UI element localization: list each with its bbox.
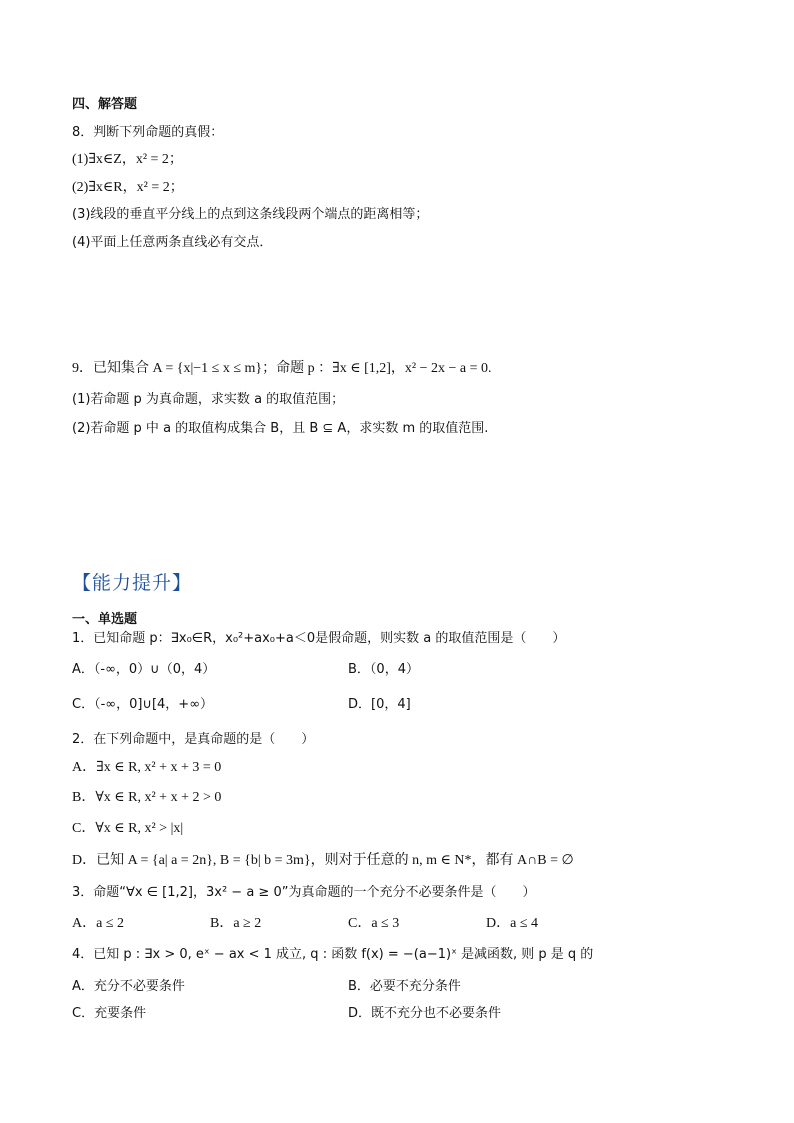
q2-option-a: A．∃x ∈ R, x² + x + 3 = 0 xyxy=(72,760,222,775)
q1-option-d: D．[0，4] xyxy=(348,697,411,712)
q2-stem: 2．在下列命题中，是真命题的是（ ） xyxy=(72,732,315,747)
q1-option-a: A．（-∞，0）∪（0，4） xyxy=(72,662,216,677)
q2-option-c: C．∀x ∈ R, x² > |x| xyxy=(72,821,184,836)
q1-option-c: C．（-∞，0]∪[4，+∞） xyxy=(72,697,214,712)
section-title: 四、解答题 xyxy=(72,97,138,112)
q4-option-a: A．充分不必要条件 xyxy=(72,979,185,994)
q9-part1: (1)若命题 p 为真命题，求实数 a 的取值范围； xyxy=(72,392,345,407)
q3-option-b: B．a ≥ 2 xyxy=(210,916,262,931)
q9-part2: (2)若命题 p 中 a 的取值构成集合 B，且 B ⊆ A，求实数 m 的取值范围. xyxy=(72,421,489,436)
q2-option-b: B．∀x ∈ R, x² + x + 2 > 0 xyxy=(72,790,222,805)
subsection-title: 一、单选题 xyxy=(72,612,138,627)
q3-option-d: D．a ≤ 4 xyxy=(486,916,539,931)
q4-option-d: D．既不充分也不必要条件 xyxy=(348,1006,502,1021)
q3-option-a: A．a ≤ 2 xyxy=(72,916,125,931)
q4-stem: 4．已知 p : ∃x > 0, eˣ − ax < 1 成立, q : 函数 f(x) = −(a−1)ˣ 是减函数, 则 p 是 q 的 xyxy=(72,947,594,962)
q4-option-b: B．必要不充分条件 xyxy=(348,979,461,994)
q8-part2: (2)∃x∈R，x² = 2； xyxy=(72,180,184,195)
q8-part4: (4)平面上任意两条直线必有交点． xyxy=(72,235,273,250)
q1-stem: 1．已知命题 p：∃x₀∈R，x₀²+ax₀+a＜0是假命题，则实数 a 的取值范围是（ ） xyxy=(72,631,566,646)
ability-heading: 【能力提升】 xyxy=(72,572,193,594)
q1-option-b: B．（0，4） xyxy=(348,662,419,677)
q8-stem: 8．判断下列命题的真假： xyxy=(72,125,224,140)
q3-stem: 3．命题“∀x ∈ [1,2]，3x² − a ≥ 0”为真命题的一个充分不必要条件是（ ） xyxy=(72,885,536,900)
q8-part1: (1)∃x∈Z，x² = 2； xyxy=(72,152,183,167)
q9-stem: 9．已知集合 A = {x|−1 ≤ x ≤ m}；命题 p ：∃x ∈ [1,2]，x² − 2x − a = 0. xyxy=(72,361,492,376)
q4-option-c: C．充要条件 xyxy=(72,1006,147,1021)
q8-part3: (3)线段的垂直平分线上的点到这条线段两个端点的距离相等； xyxy=(72,207,429,222)
q2-option-d: D．已知 A = {a| a = 2n}, B = {b| b = 3m}，则对于任意的 n, m ∈ N*，都有 A∩B = ∅ xyxy=(72,853,574,868)
q3-option-c: C．a ≤ 3 xyxy=(348,916,400,931)
